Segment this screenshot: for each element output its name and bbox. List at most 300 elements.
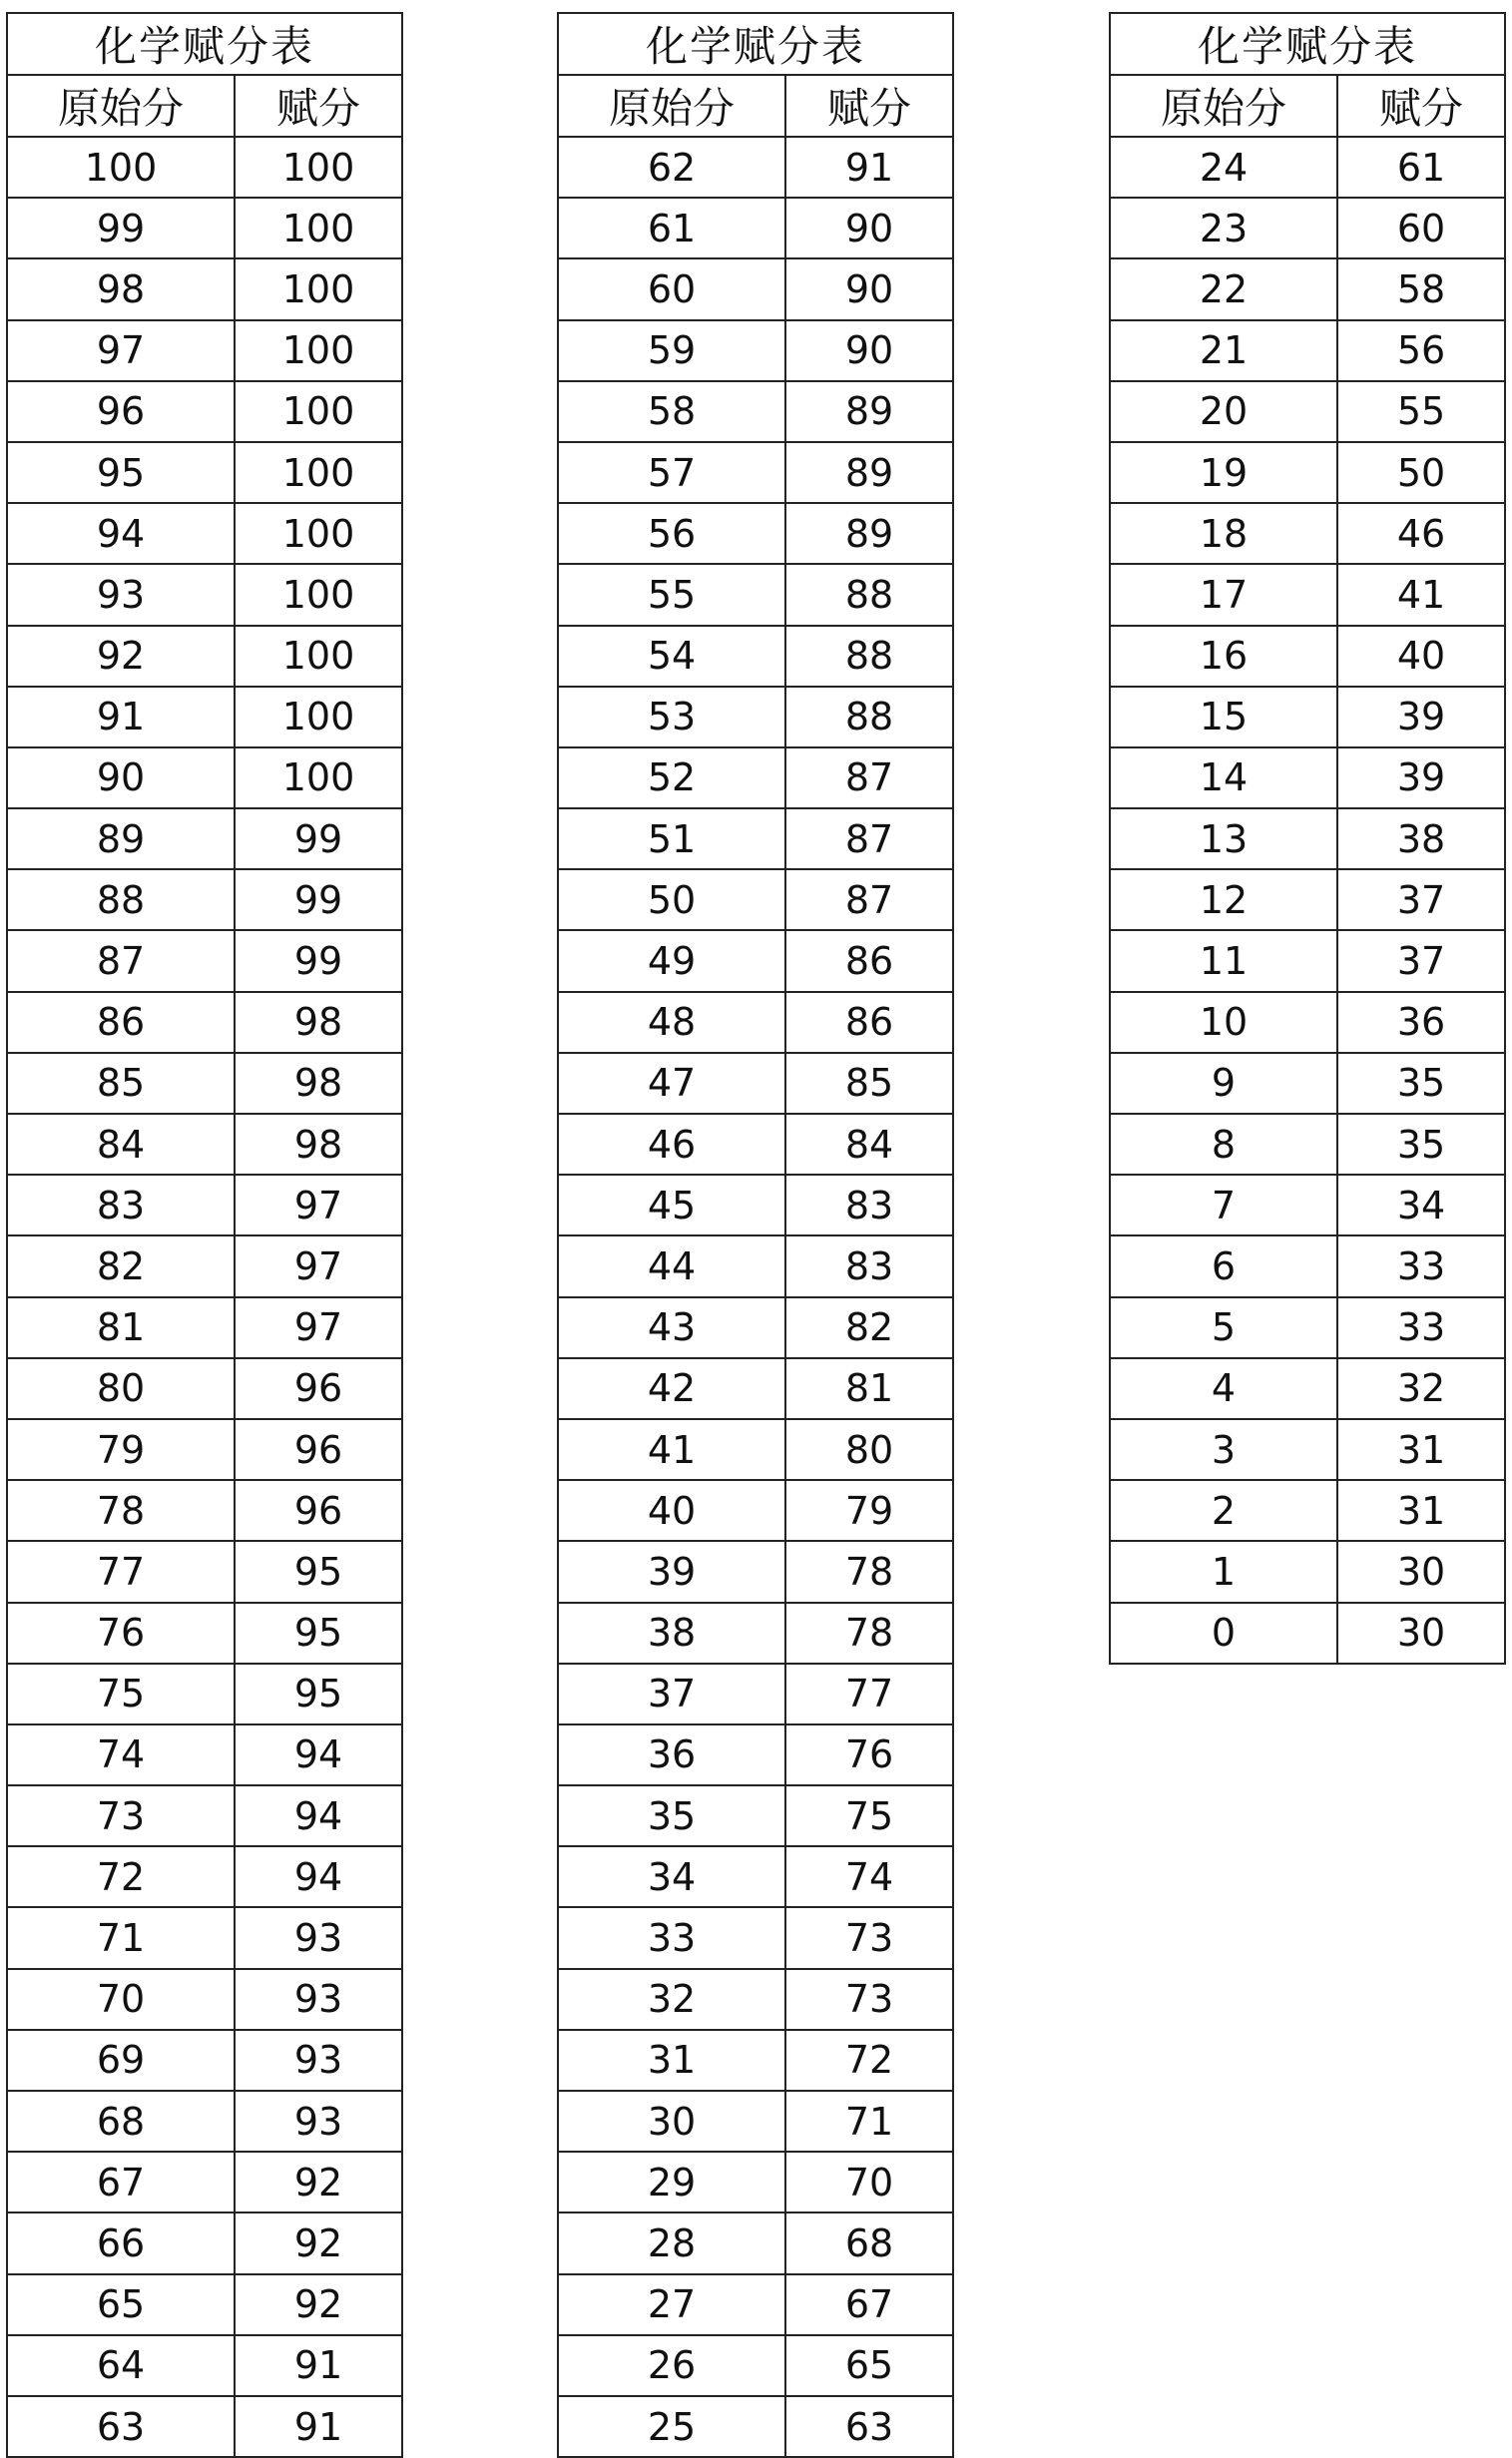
table-row	[1110, 747, 1505, 808]
table-row	[558, 992, 953, 1053]
scaled-score-cell: 95	[235, 1664, 402, 1724]
table-row	[1110, 137, 1505, 198]
scaled-score-cell: 99	[235, 930, 402, 991]
raw-score-cell: 48	[558, 992, 785, 1053]
table-row	[558, 1480, 953, 1541]
raw-score-cell: 20	[1110, 381, 1337, 442]
raw-score-cell: 6	[1110, 1235, 1337, 1296]
table-title: 化学赋分表	[558, 13, 953, 75]
raw-score-cell: 47	[558, 1053, 785, 1114]
table-row	[1110, 198, 1505, 258]
scaled-score-cell: 97	[235, 1297, 402, 1358]
scaled-score-cell: 79	[785, 1480, 953, 1541]
raw-score-cell: 37	[558, 1664, 785, 1724]
table-row	[558, 2335, 953, 2396]
raw-score-cell: 10	[1110, 992, 1337, 1053]
scaled-score-cell: 89	[785, 442, 953, 503]
table-row	[7, 2091, 402, 2152]
scaled-score-cell: 87	[785, 869, 953, 930]
scaled-score-cell: 83	[785, 1175, 953, 1235]
raw-score-cell: 16	[1110, 626, 1337, 687]
scaled-score-cell: 95	[235, 1603, 402, 1664]
table-row	[7, 1235, 402, 1296]
scaled-score-header: 赋分	[785, 75, 953, 137]
raw-score-cell: 44	[558, 1235, 785, 1296]
raw-score-cell: 56	[558, 503, 785, 564]
scaled-score-cell: 98	[235, 1053, 402, 1114]
scaled-score-cell: 97	[235, 1235, 402, 1296]
table-row	[1110, 564, 1505, 625]
table-row	[7, 381, 402, 442]
scaled-score-cell: 65	[785, 2335, 953, 2396]
scaled-score-cell: 35	[1337, 1114, 1505, 1175]
table-row	[7, 1969, 402, 2030]
raw-score-header: 原始分	[558, 75, 785, 137]
scaled-score-cell: 90	[785, 320, 953, 381]
raw-score-cell: 21	[1110, 320, 1337, 381]
table-row	[1110, 1603, 1505, 1664]
table-row	[558, 2396, 953, 2457]
table-row	[558, 869, 953, 930]
raw-score-cell: 22	[1110, 258, 1337, 319]
table-row	[7, 687, 402, 747]
raw-score-cell: 84	[7, 1114, 235, 1175]
raw-score-cell: 24	[1110, 137, 1337, 198]
raw-score-cell: 5	[1110, 1297, 1337, 1358]
scaled-score-cell: 33	[1337, 1235, 1505, 1296]
table-row	[558, 1785, 953, 1846]
scaled-score-cell: 98	[235, 1114, 402, 1175]
scaled-score-header: 赋分	[1337, 75, 1505, 137]
table-row	[7, 2396, 402, 2457]
table-row	[558, 442, 953, 503]
raw-score-cell: 32	[558, 1969, 785, 2030]
scaled-score-cell: 40	[1337, 626, 1505, 687]
scaled-score-cell: 73	[785, 1969, 953, 2030]
raw-score-cell: 77	[7, 1541, 235, 1602]
table-row	[1110, 992, 1505, 1053]
raw-score-cell: 52	[558, 747, 785, 808]
raw-score-cell: 38	[558, 1603, 785, 1664]
scaled-score-cell: 33	[1337, 1297, 1505, 1358]
raw-score-cell: 79	[7, 1419, 235, 1480]
table-row	[1110, 1480, 1505, 1541]
table-row	[1110, 1358, 1505, 1419]
scaled-score-cell: 34	[1337, 1175, 1505, 1235]
scaled-score-cell: 60	[1337, 198, 1505, 258]
scaled-score-cell: 38	[1337, 808, 1505, 869]
raw-score-cell: 31	[558, 2030, 785, 2091]
raw-score-cell: 4	[1110, 1358, 1337, 1419]
raw-score-cell: 40	[558, 1480, 785, 1541]
scaled-score-cell: 39	[1337, 747, 1505, 808]
table-row	[1110, 869, 1505, 930]
table-row	[558, 1664, 953, 1724]
raw-score-cell: 97	[7, 320, 235, 381]
scaled-score-cell: 93	[235, 1907, 402, 1968]
scaled-score-cell: 30	[1337, 1541, 1505, 1602]
raw-score-cell: 87	[7, 930, 235, 991]
table-row	[558, 1969, 953, 2030]
scaled-score-cell: 80	[785, 1419, 953, 1480]
raw-score-cell: 42	[558, 1358, 785, 1419]
table-row	[558, 320, 953, 381]
table-row	[7, 1053, 402, 1114]
table-row	[7, 442, 402, 503]
raw-score-cell: 55	[558, 564, 785, 625]
scaled-score-cell: 68	[785, 2212, 953, 2273]
table-row	[558, 1235, 953, 1296]
raw-score-cell: 89	[7, 808, 235, 869]
table-title: 化学赋分表	[1110, 13, 1505, 75]
scaled-score-cell: 92	[235, 2212, 402, 2273]
raw-score-cell: 70	[7, 1969, 235, 2030]
table-row	[1110, 503, 1505, 564]
scaled-score-cell: 84	[785, 1114, 953, 1175]
scaled-score-cell: 81	[785, 1358, 953, 1419]
raw-score-cell: 69	[7, 2030, 235, 2091]
scaled-score-cell: 94	[235, 1724, 402, 1785]
scaled-score-cell: 98	[235, 992, 402, 1053]
table-body	[558, 137, 953, 2457]
raw-score-cell: 50	[558, 869, 785, 930]
scaled-score-cell: 100	[235, 442, 402, 503]
scaled-score-cell: 100	[235, 258, 402, 319]
scaled-score-cell: 96	[235, 1419, 402, 1480]
scaled-score-cell: 100	[235, 503, 402, 564]
table-row	[7, 1907, 402, 1968]
table-row	[7, 2274, 402, 2335]
raw-score-cell: 27	[558, 2274, 785, 2335]
table-row	[7, 1785, 402, 1846]
table-row	[1110, 442, 1505, 503]
scaled-score-cell: 89	[785, 381, 953, 442]
raw-score-cell: 15	[1110, 687, 1337, 747]
scaled-score-cell: 99	[235, 869, 402, 930]
raw-score-cell: 64	[7, 2335, 235, 2396]
raw-score-cell: 46	[558, 1114, 785, 1175]
scaled-score-cell: 37	[1337, 930, 1505, 991]
table-row	[7, 930, 402, 991]
raw-score-cell: 34	[558, 1846, 785, 1907]
raw-score-cell: 61	[558, 198, 785, 258]
table-row	[1110, 687, 1505, 747]
table-row	[7, 1664, 402, 1724]
scaled-score-cell: 55	[1337, 381, 1505, 442]
scaled-score-cell: 46	[1337, 503, 1505, 564]
raw-score-cell: 100	[7, 137, 235, 198]
table-row	[1110, 320, 1505, 381]
table-row	[1110, 1053, 1505, 1114]
scaled-score-cell: 32	[1337, 1358, 1505, 1419]
raw-score-cell: 51	[558, 808, 785, 869]
table-row	[7, 626, 402, 687]
table-row	[558, 564, 953, 625]
table-row	[558, 687, 953, 747]
table-row	[558, 1724, 953, 1785]
scaled-score-cell: 63	[785, 2396, 953, 2457]
raw-score-cell: 41	[558, 1419, 785, 1480]
table-row	[1110, 930, 1505, 991]
raw-score-cell: 39	[558, 1541, 785, 1602]
raw-score-cell: 86	[7, 992, 235, 1053]
scaled-score-cell: 77	[785, 1664, 953, 1724]
scaled-score-cell: 100	[235, 564, 402, 625]
table-row	[558, 1541, 953, 1602]
raw-score-cell: 3	[1110, 1419, 1337, 1480]
scaled-score-cell: 100	[235, 198, 402, 258]
raw-score-cell: 29	[558, 2152, 785, 2212]
table-row	[7, 1114, 402, 1175]
table-row	[7, 747, 402, 808]
raw-score-cell: 83	[7, 1175, 235, 1235]
scaled-score-cell: 92	[235, 2152, 402, 2212]
table-row	[7, 1603, 402, 1664]
table-row	[1110, 808, 1505, 869]
raw-score-cell: 53	[558, 687, 785, 747]
raw-score-cell: 11	[1110, 930, 1337, 991]
table-row	[558, 930, 953, 991]
table-row	[1110, 626, 1505, 687]
raw-score-cell: 92	[7, 626, 235, 687]
scaled-score-cell: 87	[785, 808, 953, 869]
table-row	[7, 869, 402, 930]
table-row	[7, 2030, 402, 2091]
scaled-score-cell: 37	[1337, 869, 1505, 930]
raw-score-cell: 36	[558, 1724, 785, 1785]
scaled-score-cell: 100	[235, 381, 402, 442]
scaled-score-cell: 85	[785, 1053, 953, 1114]
raw-score-cell: 73	[7, 1785, 235, 1846]
scaled-score-cell: 88	[785, 564, 953, 625]
scaled-score-cell: 58	[1337, 258, 1505, 319]
table-row	[7, 2212, 402, 2273]
table-row	[558, 198, 953, 258]
table-row	[7, 1175, 402, 1235]
raw-score-cell: 14	[1110, 747, 1337, 808]
table-row	[558, 1846, 953, 1907]
raw-score-cell: 12	[1110, 869, 1337, 930]
scaled-score-cell: 78	[785, 1603, 953, 1664]
raw-score-cell: 13	[1110, 808, 1337, 869]
scaled-score-cell: 100	[235, 137, 402, 198]
raw-score-cell: 76	[7, 1603, 235, 1664]
table-row	[7, 503, 402, 564]
scaled-score-cell: 97	[235, 1175, 402, 1235]
raw-score-cell: 18	[1110, 503, 1337, 564]
table-row	[558, 1053, 953, 1114]
raw-score-cell: 66	[7, 2212, 235, 2273]
raw-score-cell: 81	[7, 1297, 235, 1358]
raw-score-cell: 1	[1110, 1541, 1337, 1602]
raw-score-cell: 98	[7, 258, 235, 319]
scaled-score-cell: 76	[785, 1724, 953, 1785]
table-row	[558, 1419, 953, 1480]
raw-score-cell: 43	[558, 1297, 785, 1358]
scaled-score-cell: 93	[235, 1969, 402, 2030]
table-row	[7, 2152, 402, 2212]
scaled-score-cell: 94	[235, 1785, 402, 1846]
raw-score-cell: 17	[1110, 564, 1337, 625]
raw-score-cell: 95	[7, 442, 235, 503]
table-row	[7, 1419, 402, 1480]
scaled-score-cell: 96	[235, 1480, 402, 1541]
raw-score-cell: 49	[558, 930, 785, 991]
table-row	[1110, 381, 1505, 442]
scaled-score-cell: 50	[1337, 442, 1505, 503]
scaled-score-cell: 78	[785, 1541, 953, 1602]
raw-score-cell: 91	[7, 687, 235, 747]
scaled-score-cell: 88	[785, 687, 953, 747]
table-row	[1110, 1175, 1505, 1235]
raw-score-cell: 58	[558, 381, 785, 442]
table-row	[558, 2030, 953, 2091]
raw-score-cell: 80	[7, 1358, 235, 1419]
table-row	[558, 1114, 953, 1175]
raw-score-cell: 65	[7, 2274, 235, 2335]
raw-score-cell: 99	[7, 198, 235, 258]
table-row	[558, 808, 953, 869]
raw-score-cell: 26	[558, 2335, 785, 2396]
table-row	[7, 1541, 402, 1602]
table-row	[558, 1175, 953, 1235]
table-row	[1110, 1419, 1505, 1480]
scaled-score-cell: 61	[1337, 137, 1505, 198]
scaled-score-cell: 100	[235, 626, 402, 687]
table-row	[558, 2152, 953, 2212]
scaled-score-cell: 100	[235, 687, 402, 747]
raw-score-cell: 33	[558, 1907, 785, 1968]
scaled-score-cell: 88	[785, 626, 953, 687]
table-row	[558, 747, 953, 808]
scaled-score-cell: 70	[785, 2152, 953, 2212]
table-row	[7, 1724, 402, 1785]
raw-score-cell: 8	[1110, 1114, 1337, 1175]
raw-score-cell: 82	[7, 1235, 235, 1296]
raw-score-cell: 57	[558, 442, 785, 503]
scaled-score-cell: 100	[235, 747, 402, 808]
raw-score-cell: 74	[7, 1724, 235, 1785]
raw-score-cell: 90	[7, 747, 235, 808]
score-table-3	[1109, 12, 1506, 1665]
table-body	[7, 137, 402, 2457]
table-row	[7, 1358, 402, 1419]
scaled-score-header: 赋分	[235, 75, 402, 137]
table-row	[1110, 1297, 1505, 1358]
raw-score-cell: 71	[7, 1907, 235, 1968]
raw-score-header: 原始分	[1110, 75, 1337, 137]
raw-score-cell: 28	[558, 2212, 785, 2273]
raw-score-cell: 9	[1110, 1053, 1337, 1114]
table-row	[7, 1480, 402, 1541]
raw-score-cell: 23	[1110, 198, 1337, 258]
raw-score-cell: 68	[7, 2091, 235, 2152]
table-row	[7, 258, 402, 319]
table-row	[1110, 258, 1505, 319]
raw-score-cell: 59	[558, 320, 785, 381]
table-title: 化学赋分表	[7, 13, 402, 75]
scaled-score-cell: 90	[785, 258, 953, 319]
scaled-score-cell: 99	[235, 808, 402, 869]
scaled-score-cell: 93	[235, 2091, 402, 2152]
scaled-score-cell: 87	[785, 747, 953, 808]
table-row	[558, 1358, 953, 1419]
table-row	[558, 2212, 953, 2273]
raw-score-cell: 35	[558, 1785, 785, 1846]
table-row	[7, 198, 402, 258]
scaled-score-cell: 86	[785, 992, 953, 1053]
scaled-score-cell: 90	[785, 198, 953, 258]
raw-score-cell: 0	[1110, 1603, 1337, 1664]
score-table-2	[557, 12, 954, 2458]
raw-score-cell: 7	[1110, 1175, 1337, 1235]
raw-score-header: 原始分	[7, 75, 235, 137]
raw-score-cell: 94	[7, 503, 235, 564]
table-row	[558, 2091, 953, 2152]
table-row	[558, 381, 953, 442]
table-row	[558, 2274, 953, 2335]
raw-score-cell: 96	[7, 381, 235, 442]
scaled-score-cell: 41	[1337, 564, 1505, 625]
table-body	[1110, 137, 1505, 1664]
scaled-score-cell: 75	[785, 1785, 953, 1846]
scaled-score-cell: 82	[785, 1297, 953, 1358]
raw-score-cell: 62	[558, 137, 785, 198]
table-row	[1110, 1114, 1505, 1175]
scaled-score-cell: 92	[235, 2274, 402, 2335]
table-row	[558, 503, 953, 564]
table-row	[7, 320, 402, 381]
table-row	[558, 626, 953, 687]
raw-score-cell: 67	[7, 2152, 235, 2212]
table-row	[558, 1603, 953, 1664]
table-row	[7, 1846, 402, 1907]
raw-score-cell: 63	[7, 2396, 235, 2457]
table-row	[7, 992, 402, 1053]
table-row	[1110, 1235, 1505, 1296]
raw-score-cell: 25	[558, 2396, 785, 2457]
scaled-score-cell: 94	[235, 1846, 402, 1907]
scaled-score-cell: 74	[785, 1846, 953, 1907]
table-row	[1110, 1541, 1505, 1602]
table-row	[7, 137, 402, 198]
scaled-score-cell: 39	[1337, 687, 1505, 747]
raw-score-cell: 93	[7, 564, 235, 625]
scaled-score-cell: 96	[235, 1358, 402, 1419]
score-table-1	[6, 12, 403, 2458]
raw-score-cell: 2	[1110, 1480, 1337, 1541]
table-row	[558, 1907, 953, 1968]
scaled-score-cell: 35	[1337, 1053, 1505, 1114]
raw-score-cell: 60	[558, 258, 785, 319]
table-row	[7, 564, 402, 625]
scaled-score-cell: 83	[785, 1235, 953, 1296]
scaled-score-cell: 72	[785, 2030, 953, 2091]
table-row	[7, 2335, 402, 2396]
scaled-score-cell: 91	[235, 2335, 402, 2396]
raw-score-cell: 30	[558, 2091, 785, 2152]
raw-score-cell: 45	[558, 1175, 785, 1235]
table-row	[7, 808, 402, 869]
raw-score-cell: 85	[7, 1053, 235, 1114]
scaled-score-cell: 95	[235, 1541, 402, 1602]
scaled-score-cell: 91	[235, 2396, 402, 2457]
raw-score-cell: 54	[558, 626, 785, 687]
scaled-score-cell: 31	[1337, 1480, 1505, 1541]
table-row	[7, 1297, 402, 1358]
scaled-score-cell: 100	[235, 320, 402, 381]
scaled-score-cell: 71	[785, 2091, 953, 2152]
